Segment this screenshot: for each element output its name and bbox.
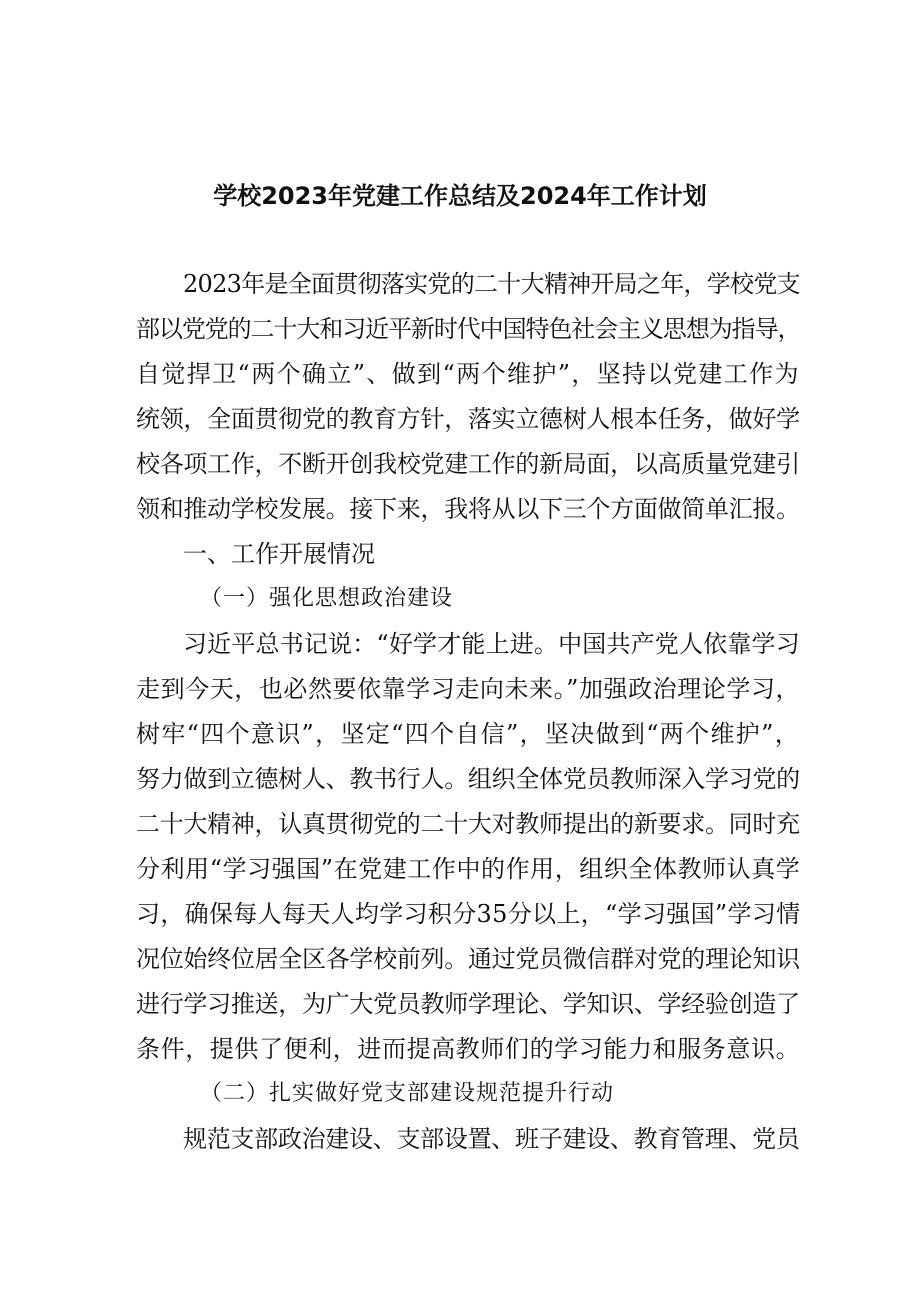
section-heading-1: 一、工作开展情况 [183, 540, 375, 568]
body-line-2: 走到今天，也必然要依靠学习走向未来。”加强政治理论学习， [136, 675, 801, 703]
subsection-heading-1: （一）强化思想政治建设 [200, 586, 454, 611]
intro-line-3: 自觉捍卫“两个确立”、做到“两个维护”，坚持以党建工作为 [136, 360, 800, 388]
body-line-8: 况位始终位居全区各学校前列。通过党员微信群对党的理论知识 [136, 945, 800, 973]
body-line-5: 二十大精神，认真贯彻党的二十大对教师提出的新要求。同时充 [136, 810, 800, 838]
body-line-7: 习，确保每人每天人均学习积分35分以上，“学习强国”学习情 [136, 900, 801, 928]
body-line-4: 努力做到立德树人、教书行人。组织全体党员教师深入学习党的 [136, 765, 800, 793]
subsection-heading-2: （二）扎实做好党支部建设规范提升行动 [200, 1081, 615, 1106]
body-line-10: 条件，提供了便利，进而提高教师们的学习能力和服务意识。 [136, 1035, 801, 1063]
body-line-1: 习近平总书记说：“好学才能上进。中国共产党人依靠学习 [183, 630, 800, 658]
body-line-3: 树牢“四个意识”，坚定“四个自信”，坚决做到“两个维护”， [136, 720, 801, 748]
intro-line-2: 部以党党的二十大和习近平新时代中国特色社会主义思想为指导， [136, 315, 801, 343]
intro-line-6: 领和推动学校发展。接下来，我将从以下三个方面做简单汇报。 [136, 495, 800, 523]
document-title: 学校2023年党建工作总结及2024年工作计划 [213, 182, 707, 210]
intro-line-4: 统领，全面贯彻党的教育方针，落实立德树人根本任务，做好学 [136, 405, 800, 433]
body-line-6: 分利用“学习强国”在党建工作中的作用，组织全体教师认真学 [136, 855, 801, 883]
body2-line-1: 规范支部政治建设、支部设置、班子建设、教育管理、党员 [183, 1125, 800, 1153]
intro-line-5: 校各项工作，不断开创我校党建工作的新局面，以高质量党建引 [136, 450, 800, 478]
body-line-9: 进行学习推送，为广大党员教师学理论、学知识、学经验创造了 [136, 990, 800, 1018]
intro-line-1: 2023年是全面贯彻落实党的二十大精神开局之年，学校党支 [183, 270, 800, 298]
